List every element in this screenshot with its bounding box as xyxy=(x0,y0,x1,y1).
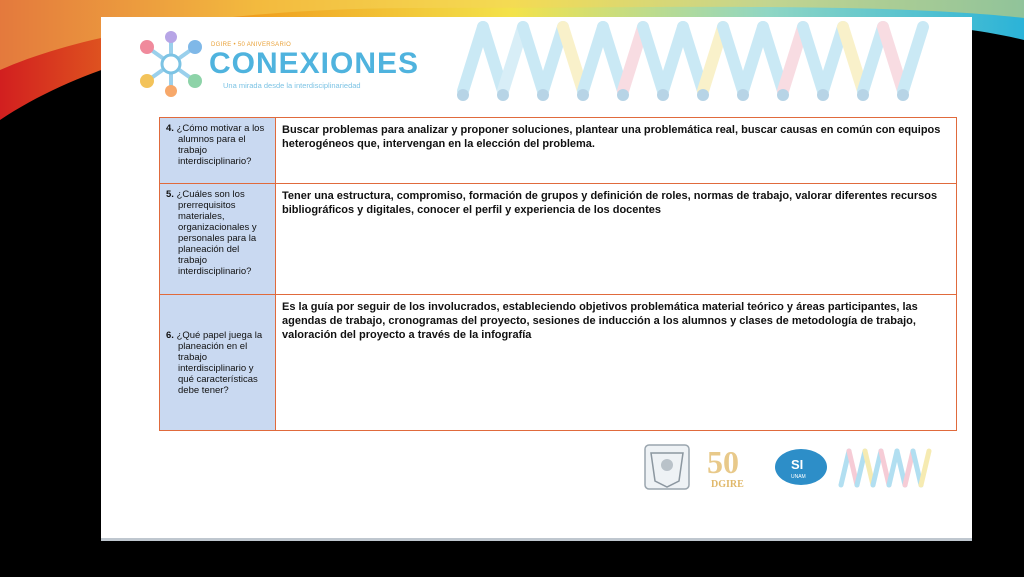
qa-table xyxy=(159,117,957,431)
table-row xyxy=(160,118,957,184)
brand-title: CONEXIONES xyxy=(209,47,420,80)
question-cell xyxy=(160,184,276,295)
logo-si-text: SI xyxy=(791,457,804,472)
conexiones-molecule-icon xyxy=(133,29,209,99)
table-row xyxy=(160,184,957,295)
question-cell xyxy=(160,295,276,431)
logo-dgire-text: DGIRE xyxy=(711,479,744,490)
stripe-pattern-small-icon xyxy=(841,451,929,485)
brand-anniversary-text: DGIRE • 50 ANIVERSARIO xyxy=(211,42,292,48)
slide xyxy=(101,17,972,539)
question-number: 4. xyxy=(166,123,174,134)
table-row xyxy=(160,295,957,431)
question-text: ¿Qué papel juega la planeación en el trabajo interdisciplinario y qué características debe tener? xyxy=(176,329,263,396)
question-number: 5. xyxy=(166,189,174,200)
question-text: ¿Cómo motivar a los alumnos para el trabajo interdisciplinario? xyxy=(176,123,265,167)
brand-subtitle: Una mirada desde la interdisciplinariedad xyxy=(223,81,361,90)
slide-bottom-edge xyxy=(101,538,972,541)
answer-cell: Es la guía por seguir de los involucrados, estableciendo objetivos problemática material teórico y áreas participantes, las agendas de trabajo, cronogramas del proyecto, sesiones de inducción a los alumnos y clases de metodología de trabajo, valoración del proyecto a través de la infografía xyxy=(276,295,957,431)
decorative-stripe-pattern xyxy=(453,21,943,103)
answer-cell: Tener una estructura, compromiso, formación de grupos y definición de roles, normas de trabajo, valorar diferentes recursos bibliográficos y digitales, conocer el perfil y experiencia de los docentes xyxy=(276,184,957,295)
unam-crest-icon xyxy=(645,445,689,489)
question-cell xyxy=(160,118,276,184)
dgire-50-logo xyxy=(707,444,744,490)
logo-50-text: 50 xyxy=(707,444,739,480)
question-number: 6. xyxy=(166,329,174,341)
si-unam-logo xyxy=(775,449,827,485)
footer-logos xyxy=(641,441,941,493)
question-text: ¿Cuáles son los prerrequisitos materiales, organizacionales y personales para la planeación del trabajo interdisciplinario? xyxy=(176,189,257,277)
logo-si-subtext: UNAM xyxy=(791,474,806,480)
answer-cell: Buscar problemas para analizar y proponer soluciones, plantear una problemática real, buscar causas en común con equipos heterogéneos que, intervengan en la elección del problema. xyxy=(276,118,957,184)
